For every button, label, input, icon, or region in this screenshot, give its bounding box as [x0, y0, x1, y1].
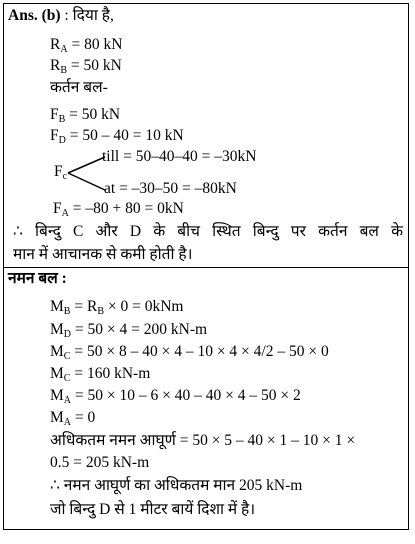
- shear-fa: $F_A = -80 + 80 = 0kN$: [53, 200, 184, 219]
- shear-fc-label: $F_c$: [54, 163, 68, 182]
- conclusion-line2: जो बिन्दु D से 1 मीटर बायें दिशा में है।: [50, 501, 256, 518]
- shear-fb: $F_B = 50$ kN: [50, 106, 121, 125]
- answer-intro: : दिया है,: [64, 7, 114, 24]
- bending-mc-expr: $M_C = 50 \times 8 - 40 \times 4 - 10 \times 4 \times 4/2 - 50 \times 0$: [50, 343, 329, 362]
- conclusion-line1: ∴ नमन आघूर्ण का अधिकतम मान 205 kN-m: [50, 477, 303, 494]
- given-ra: $R_A = 80$ kN: [50, 36, 123, 55]
- max-moment-line2: 0.5 = 205 kN-m: [50, 454, 150, 471]
- answer-label: Ans. (b): [8, 7, 61, 24]
- answer-header: [8, 6, 114, 26]
- shear-note-line2: मान में आचानक से कमी होती है।: [13, 246, 193, 263]
- max-moment-line1: अधिकतम नमन आघूर्ण = 50 × 5 – 40 × 1 – 10 × 1 ×: [50, 432, 356, 449]
- bending-mc-result: $M_C = 160$ kN-m: [50, 365, 151, 384]
- bending-ma-result: $M_A = 0$: [50, 409, 96, 428]
- bending-ma-expr: $M_A = 50 \times 10 - 6 \times 40 - 40 \times 4 - 50 \times 2$: [50, 387, 301, 406]
- shear-fd: $F_D = 50 - 40 = 10$ kN: [50, 127, 184, 146]
- shear-heading: कर्तन बल-: [50, 79, 108, 96]
- section-divider: [3, 267, 409, 268]
- bending-heading: नमन बल :: [8, 270, 67, 287]
- shear-note-line1: ∴ बिन्दु C और D के बीच स्थित बिन्दु पर कर्तन बल के: [13, 223, 403, 240]
- bending-mb: $M_B = R_B \times 0 = 0kNm$: [50, 298, 184, 317]
- given-rb: $R_B = 50$ kN: [50, 57, 122, 76]
- fc-lower-branch: [68, 173, 105, 190]
- shear-fc-at: at = –30–50 = –80kN: [104, 180, 237, 197]
- fc-upper-branch: [68, 157, 105, 173]
- bending-md: $M_D = 50 \times 4 = 200$ kN-m: [50, 321, 208, 340]
- shear-fc-till: till = 50–40–40 = –30kN: [102, 148, 257, 165]
